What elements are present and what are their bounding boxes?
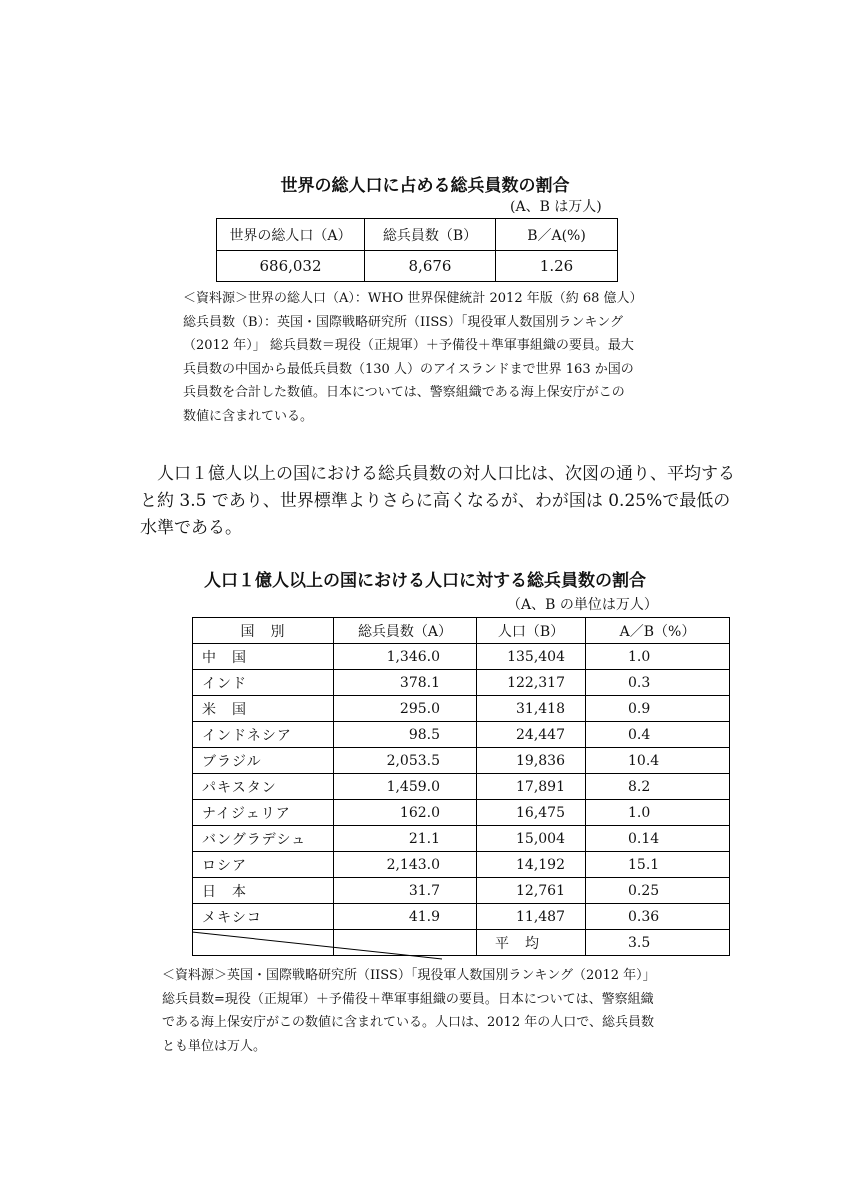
population-cell: 17,891: [477, 774, 586, 800]
table-cell: 8,676: [365, 251, 496, 282]
note-line: ＜資料源＞英国・国際戦略研究所（IISS）「現役軍人数国別ランキング（2012 年）」: [162, 968, 656, 983]
table-row: [193, 852, 730, 878]
troops-cell: 98.5: [334, 722, 477, 748]
population-cell: 16,475: [477, 800, 586, 826]
table1-notes: [183, 287, 643, 428]
header-cell: B／A(%): [496, 219, 618, 251]
note-line: 総兵員数=現役（正規軍）＋予備役＋準軍事組織の要員。日本については、警察組織: [162, 991, 654, 1007]
country-cell: インドネシア: [193, 722, 334, 748]
table-header-row: [193, 618, 730, 644]
table-cell: 1.26: [496, 251, 618, 282]
header-cell: 人口（B）: [477, 618, 586, 644]
country-cell: インド: [193, 670, 334, 696]
country-cell: 中 国: [193, 644, 334, 670]
ratio-cell: 0.4: [586, 722, 730, 748]
table-row: [193, 826, 730, 852]
table-row: [217, 251, 618, 282]
troops-cell: 41.9: [334, 904, 477, 930]
paragraph-line: と約 3.5 であり、世界標準よりさらに高くなるが、わが国は 0.25%で最低の: [140, 491, 731, 511]
average-value: 3.5: [586, 930, 730, 956]
note-line: 兵員数の中国から最低兵員数（130 人）のアイスランドまで世界 163 か国の: [183, 361, 634, 377]
population-cell: 31,418: [477, 696, 586, 722]
population-cell: 135,404: [477, 644, 586, 670]
ratio-cell: 0.3: [586, 670, 730, 696]
table-header-row: [217, 219, 618, 251]
ratio-cell: 0.9: [586, 696, 730, 722]
paragraph-line: 人口１億人以上の国における総兵員数の対人口比は、次図の通り、平均する: [157, 464, 735, 484]
troops-cell: 2,143.0: [334, 852, 477, 878]
ratio-cell: 1.0: [586, 644, 730, 670]
note-line: とも単位は万人。: [162, 1038, 267, 1054]
header-cell: 総兵員数（B）: [365, 219, 496, 251]
empty-cell: [193, 930, 334, 956]
table-row: [193, 904, 730, 930]
ratio-cell: 15.1: [586, 852, 730, 878]
table-row: [193, 644, 730, 670]
body-paragraph: [140, 461, 740, 542]
country-cell: ナイジェリア: [193, 800, 334, 826]
country-cell: 米 国: [193, 696, 334, 722]
country-cell: ブラジル: [193, 748, 334, 774]
ratio-cell: 8.2: [586, 774, 730, 800]
table-row: [193, 748, 730, 774]
troops-cell: 1,459.0: [334, 774, 477, 800]
note-line: 数値に含まれている。: [183, 408, 314, 424]
population-cell: 24,447: [477, 722, 586, 748]
troops-cell: 1,346.0: [334, 644, 477, 670]
note-line: である海上保安庁がこの数値に含まれている。人口は、2012 年の人口で、総兵員数: [162, 1015, 654, 1030]
ratio-cell: 1.0: [586, 800, 730, 826]
header-cell: 国 別: [193, 618, 334, 644]
country-cell: メキシコ: [193, 904, 334, 930]
troops-cell: 31.7: [334, 878, 477, 904]
table-row: [193, 800, 730, 826]
world-ratio-table: [216, 218, 618, 282]
country-cell: バングラデシュ: [193, 826, 334, 852]
country-cell: 日 本: [193, 878, 334, 904]
table1-title: 世界の総人口に占める総兵員数の割合: [280, 176, 570, 196]
ratio-cell: 0.14: [586, 826, 730, 852]
table2-unit: （A、B の単位は万人）: [507, 597, 658, 613]
table-row: [193, 878, 730, 904]
note-line: 総兵員数（B）：英国・国際戦略研究所（IISS）「現役軍人数国別ランキング: [183, 314, 624, 330]
average-label: 平 均: [477, 930, 586, 956]
population-cell: 11,487: [477, 904, 586, 930]
ratio-cell: 10.4: [586, 748, 730, 774]
note-line: （2012 年）」 総兵員数＝現役（正規軍）＋予備役＋準軍事組織の要員。最大: [183, 338, 634, 353]
population-cell: 12,761: [477, 878, 586, 904]
troops-cell: 295.0: [334, 696, 477, 722]
country-cell: パキスタン: [193, 774, 334, 800]
table-cell: 686,032: [217, 251, 365, 282]
table2-title: 人口１億人以上の国における人口に対する総兵員数の割合: [204, 571, 646, 591]
country-ratio-table: [192, 617, 730, 956]
header-cell: A／B（%）: [586, 618, 730, 644]
troops-cell: 378.1: [334, 670, 477, 696]
paragraph-line: 水準である。: [140, 518, 242, 538]
average-row: [193, 930, 730, 956]
note-line: 兵員数を合計した数値。日本については、警察組織である海上保安庁がこの: [183, 385, 625, 400]
table-row: [193, 722, 730, 748]
troops-cell: 2,053.5: [334, 748, 477, 774]
table-row: [193, 670, 730, 696]
country-cell: ロシア: [193, 852, 334, 878]
population-cell: 19,836: [477, 748, 586, 774]
table2-notes: [162, 964, 656, 1058]
empty-cell: [334, 930, 477, 956]
table-row: [193, 696, 730, 722]
table1-unit: (A、B は万人): [510, 199, 602, 215]
table-row: [193, 774, 730, 800]
note-line: ＜資料源＞世界の総人口（A）：WHO 世界保健統計 2012 年版（約 68 億人）: [183, 291, 643, 306]
ratio-cell: 0.25: [586, 878, 730, 904]
header-cell: 世界の総人口（A）: [217, 219, 365, 251]
troops-cell: 21.1: [334, 826, 477, 852]
troops-cell: 162.0: [334, 800, 477, 826]
population-cell: 122,317: [477, 670, 586, 696]
population-cell: 15,004: [477, 826, 586, 852]
population-cell: 14,192: [477, 852, 586, 878]
ratio-cell: 0.36: [586, 904, 730, 930]
header-cell: 総兵員数（A）: [334, 618, 477, 644]
